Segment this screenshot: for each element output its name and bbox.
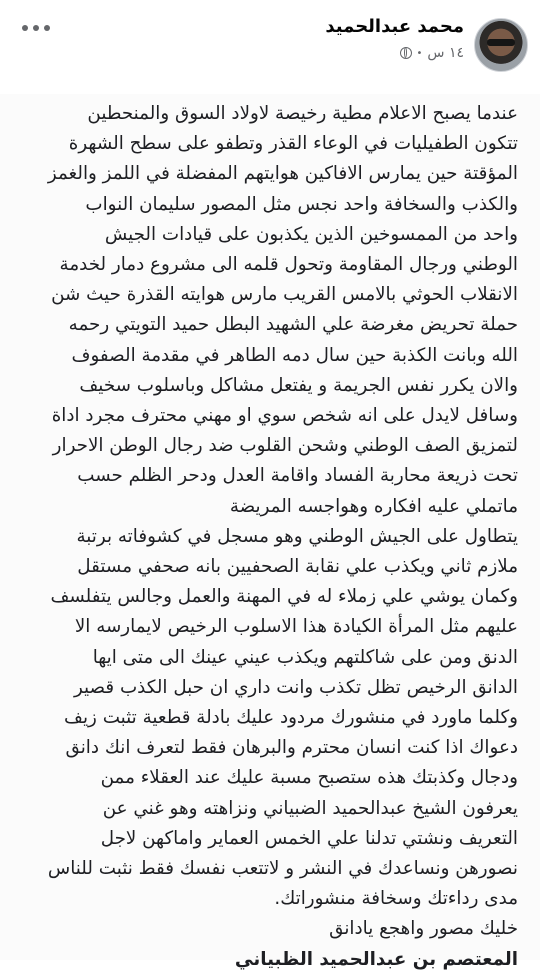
post-text-line: ملازم ثاني ويكذب علي نقابة الصحفيين بانه صحفي مستقل	[77, 556, 518, 578]
post-text-line: يتطاول على الجيش الوطني وهو مسجل في كشوفاته برتبة	[76, 525, 518, 547]
more-options-button[interactable]	[22, 25, 50, 31]
post-text-line: لتمزيق الصف الوطني وشحن القلوب ضد رجال الوطن الاحرار	[52, 435, 518, 457]
post-text-line: نصورهن ونساعدك في النشر و لاتتعب نفسك فقط نثبت للناس	[47, 858, 518, 880]
post-text-line: الانقلاب الحوثي بالامس القريب مارس هوايته القذرة حيث شن	[51, 284, 518, 306]
post-timestamp[interactable]: ١٤ س	[427, 45, 464, 61]
post-text-line: وكمان يوشي علي زملاء له في المهنة والعمل وجالس يتفلسف	[50, 586, 518, 608]
post-text-line: واحد من الممسوخين الذين يكذبون على قيادات الجيش	[104, 223, 518, 245]
post-signature: المعتصم بن عبدالحميد الظبياني	[234, 948, 518, 970]
post-text-line: الوطني ورجال المقاومة وتحول قلمه الى مشروع دمار لخدمة	[59, 254, 518, 276]
post-text-line: مدى رداءتك وسخافة منشوراتك.	[274, 888, 518, 910]
post-text-line: وسافل لايدل على انه شخص سوي او مهني محترف مجرد اداة	[51, 405, 518, 427]
separator-dot: •	[416, 47, 423, 59]
post-text-line: التعريف ونشتي تدلنا علي الخمس العماير واماكهن لاجل	[100, 827, 518, 849]
post-text-line: المؤقتة حين يمارس الافاكين هوايتهم المفضلة في اللمز والغمز	[47, 163, 518, 185]
post-text-line: والان يكرر نفس الجريمة و يفتعل مشاكل وباسلوب سخيف	[79, 374, 518, 396]
glasses-icon	[487, 39, 515, 46]
post-text-line: تحت ذريعة محاربة الفساد واقامة العدل ودحر الظلم حسب	[77, 465, 518, 487]
post-text	[18, 99, 518, 975]
more-options-icon	[22, 25, 28, 31]
post-text-line: عليهم مثل المرأة الكيادة هذا الاسلوب الرخيص لايمارسه الا	[74, 616, 518, 638]
post-text-line: خليك مصور واهجع يادانق	[329, 918, 518, 940]
post-text-line: وكلما ماورد في منشورك مردود عليك بادلة قطعية تثبت زيف	[64, 707, 518, 729]
post-text-line: عندما يصبح الاعلام مطية رخيصة لاولاد السوق والمنحطين	[87, 103, 518, 124]
post-text-line: ودجال وكذبتك هذه ستصبح مسبة عليك عند العقلاء ممن	[100, 767, 518, 789]
post-text-line: دعواك اذا كنت انسان محترم والبرهان فقط لتعرف انك دانق	[65, 737, 518, 759]
post-text-line: والكذب والسخافة واحد نجس مثل المصور سليمان النواب	[85, 193, 518, 215]
post-text-line: تتكون الطفيليات في الوعاء القذر وتطفو على سطح الشهرة	[68, 133, 518, 155]
post-text-line: الله وبانت الكذبة حين سال دمه الطاهر في مقدمة الصفوف	[71, 344, 518, 366]
post-body	[0, 94, 540, 970]
more-options-icon	[33, 25, 39, 31]
post-text-line: يعرفون الشيخ عبدالحميد الضبياني ونزاهته وهو غني عن	[102, 797, 518, 819]
more-options-icon	[44, 25, 50, 31]
post-meta	[400, 45, 465, 61]
post-text-line: ماتملي عليه افكاره وهواجسه المريضة	[229, 495, 518, 517]
post-text-line: حملة تحريض مغرضة علي الشهيد البطل حميد التويتي رحمه	[68, 314, 518, 336]
post-text-line: الدانق الرخيص تظل تكذب وانت داري ان حبل الكذب قصير	[73, 676, 518, 698]
author-avatar[interactable]	[474, 18, 528, 72]
globe-icon	[400, 47, 412, 59]
post-header	[0, 0, 540, 100]
author-name[interactable]: محمد عبدالحميد	[325, 16, 464, 37]
post-text-line: الدنق ومن على شاكلتهم ويكذب عيني عينك الى متى ايها	[92, 646, 518, 668]
